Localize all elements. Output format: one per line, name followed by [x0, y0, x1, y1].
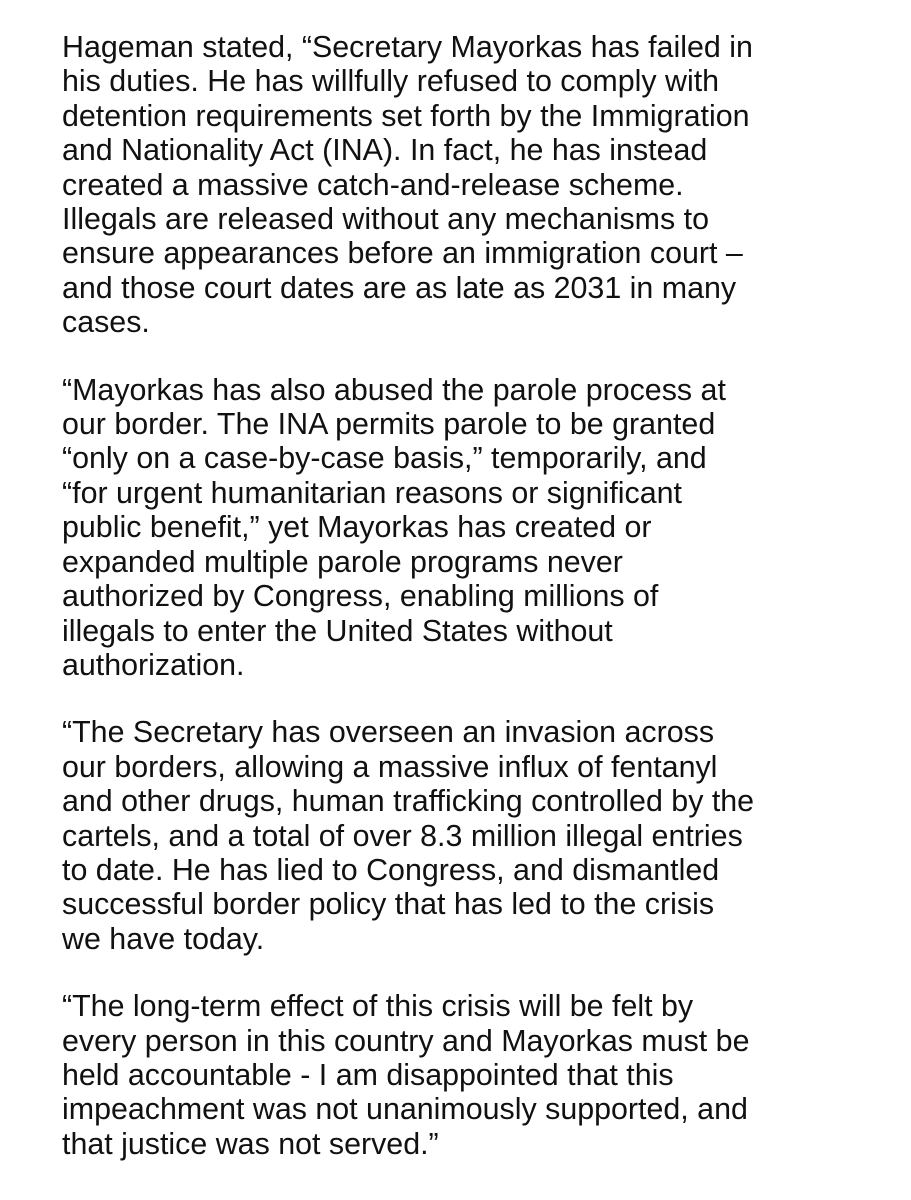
text-line: illegals to enter the United States without	[62, 613, 613, 648]
text-line: and Nationality Act (INA). In fact, he has instead	[62, 133, 708, 168]
text-line: expanded multiple parole programs never	[62, 544, 623, 579]
paragraph-accountability	[62, 989, 872, 1161]
text-line: and other drugs, human trafficking controlled by the	[62, 784, 755, 819]
statement-document	[62, 30, 872, 1194]
text-line: ensure appearances before an immigration court –	[62, 236, 743, 271]
text-line: “The Secretary has overseen an invasion across	[62, 715, 715, 750]
text-line: authorized by Congress, enabling millions of	[62, 579, 659, 614]
text-line: successful border policy that has led to the crisis	[62, 887, 715, 922]
text-line: his duties. He has willfully refused to comply with	[62, 64, 720, 99]
text-line: and those court dates are as late as 2031 in many	[62, 270, 737, 305]
text-line: cases.	[62, 305, 150, 340]
text-line: authorization.	[62, 647, 245, 682]
text-line: “The long-term effect of this crisis will be felt by	[62, 989, 694, 1024]
paragraph-border-invasion	[62, 715, 872, 956]
text-line: created a massive catch-and-release scheme.	[62, 167, 684, 202]
text-line: every person in this country and Mayorkas must be	[62, 1023, 750, 1058]
text-line: “Mayorkas has also abused the parole process at	[62, 372, 726, 407]
text-line: detention requirements set forth by the Immigration	[62, 98, 750, 133]
text-line: held accountable - I am disappointed that this	[62, 1057, 674, 1092]
text-line: public benefit,” yet Mayorkas has created or	[62, 510, 652, 545]
text-line: our border. The INA permits parole to be granted	[62, 407, 716, 442]
paragraph-parole	[62, 373, 872, 683]
text-line: cartels, and a total of over 8.3 million illegal entries	[62, 818, 743, 853]
text-line: Illegals are released without any mechanisms to	[62, 202, 709, 237]
text-line: our borders, allowing a massive influx of fentanyl	[62, 749, 718, 784]
text-line: “only on a case-by-case basis,” temporarily, and	[62, 441, 707, 476]
text-line: “for urgent humanitarian reasons or significant	[62, 475, 682, 510]
paragraph-detention	[62, 30, 872, 340]
text-line: Hageman stated, “Secretary Mayorkas has failed in	[62, 30, 753, 64]
text-line: impeachment was not unanimously supported, and	[62, 1092, 748, 1127]
text-line: we have today.	[62, 921, 265, 956]
text-line: that justice was not served.”	[62, 1126, 439, 1161]
text-line: to date. He has lied to Congress, and dismantled	[62, 852, 720, 887]
